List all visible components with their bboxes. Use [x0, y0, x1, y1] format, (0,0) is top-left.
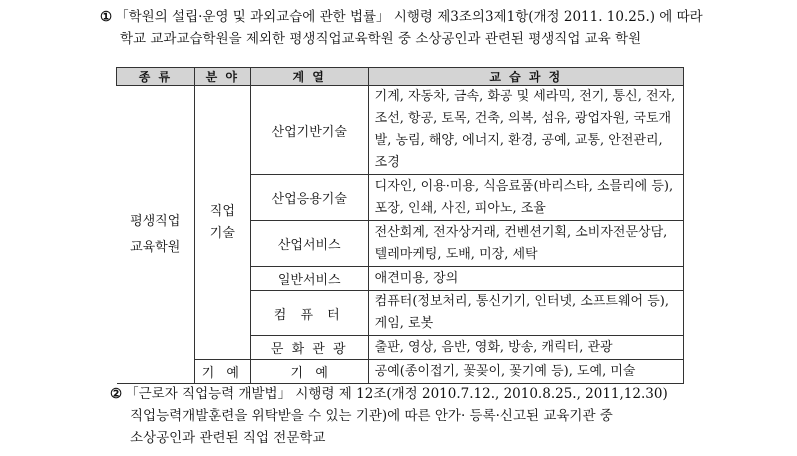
series-cell: 일반서비스	[250, 267, 368, 291]
series-cell: 기 예	[250, 360, 368, 384]
kind-cell: 평생직업 교육학원	[117, 86, 195, 384]
series-cell: 문 화 관 광	[250, 336, 368, 360]
section-2-line-2: 직업능력개발훈련을 위탁받을 수 있는 기관)에 따른 안가· 등록·신고된 교육기관 중	[130, 408, 613, 424]
table-row	[117, 86, 684, 175]
course-cell: 애견미용, 장의	[368, 267, 683, 291]
field-job-cell: 직업 기술	[194, 86, 250, 360]
series-cell: 컴 퓨 터	[250, 291, 368, 336]
course-cell: 공예(종이접기, 꽃꽂이, 꽃기예 등), 도예, 미술	[368, 360, 683, 384]
section-2	[110, 383, 668, 449]
section-1	[100, 6, 703, 50]
section-2-line-1	[110, 383, 668, 405]
section-2-text-1: 「근로자 직업능력 개발법」 시행령 제 12조(개정 2010.7.12., 2010.8.25., 2011,12.30)	[125, 386, 668, 402]
section-1-line-1	[100, 6, 703, 28]
section-2-line-3: 소상공인과 관련된 직업 전문학교	[130, 430, 326, 446]
course-cell: 기계, 자동차, 금속, 화공 및 세라믹, 전기, 통신, 전자, 조선, 항공, 토목, 건축, 의복, 섬유, 광업자원, 국토개발, 농림, 해양, 에너지, 환경, 공예, 교통, 안전관리, 조경	[368, 86, 683, 175]
section-1-text-1: 「학원의 설립·운영 및 과외교습에 관한 법률」 시행령 제3조의3제1항(개정 2011. 10.25.) 에 따라	[115, 9, 703, 25]
field-arts-cell: 기 예	[194, 360, 250, 384]
header-field: 분 야	[194, 68, 250, 86]
course-cell: 컴퓨터(정보처리, 통신기기, 인터넷, 소프트웨어 등), 게임, 로봇	[368, 291, 683, 336]
header-series: 계 열	[250, 68, 368, 86]
series-cell: 산업기반기술	[250, 86, 368, 175]
series-cell: 산업응용기술	[250, 175, 368, 221]
course-cell: 디자인, 이용·미용, 식음료품(바리스타, 소믈리에 등), 포장, 인쇄, 사진, 피아노, 조율	[368, 175, 683, 221]
course-cell: 출판, 영상, 음반, 영화, 방송, 캐릭터, 관광	[368, 336, 683, 360]
table-row	[117, 360, 684, 384]
header-course: 교 습 과 정	[368, 68, 683, 86]
course-table	[116, 67, 684, 384]
section-1-number: ①	[100, 9, 113, 25]
table-header-row	[117, 68, 684, 86]
course-cell: 전산회계, 전자상거래, 컨벤션기획, 소비자전문상담, 텔레마케팅, 도배, 미장, 세탁	[368, 221, 683, 267]
section-1-line-2: 학교 교과교습학원을 제외한 평생직업교육학원 중 소상공인과 관련된 평생직업 교육 학원	[120, 31, 642, 47]
series-cell: 산업서비스	[250, 221, 368, 267]
header-kind: 종 류	[117, 68, 195, 86]
section-2-number: ②	[110, 386, 123, 402]
